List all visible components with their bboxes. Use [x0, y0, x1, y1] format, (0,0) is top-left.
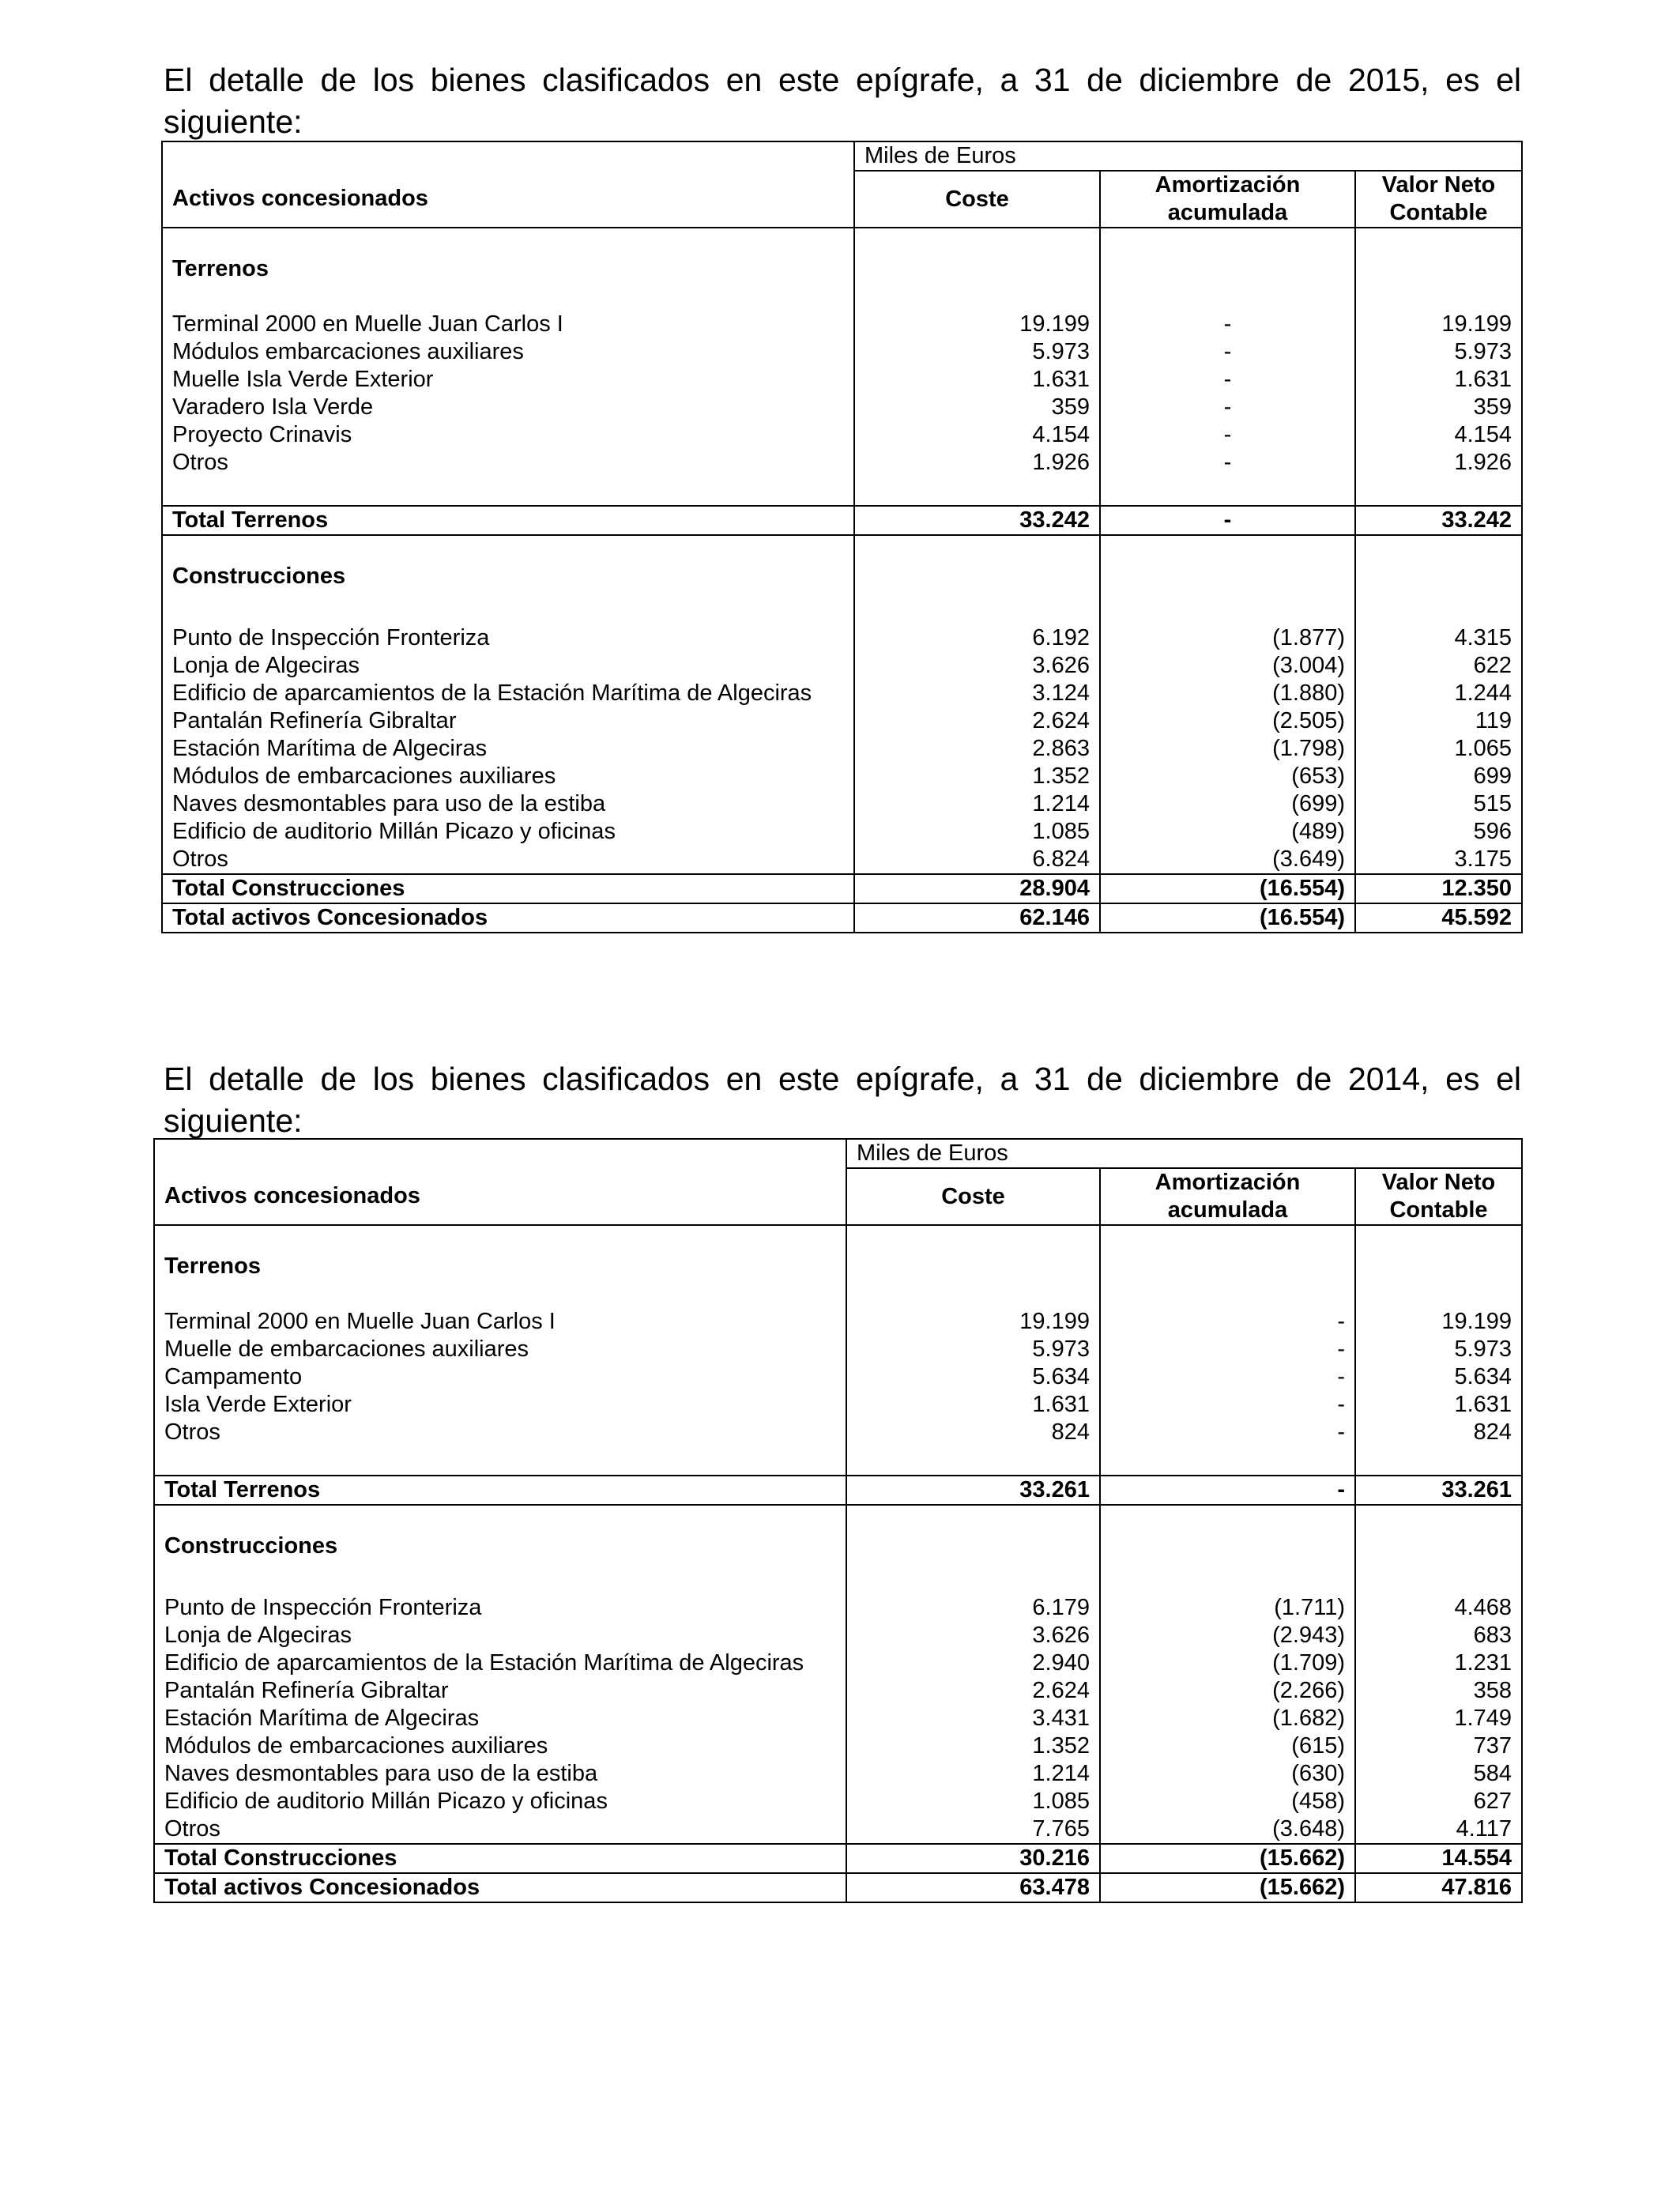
empty-cell: [846, 1294, 1100, 1308]
valor-neto-value: 627: [1355, 1788, 1522, 1815]
table-row: [154, 1677, 1522, 1705]
asset-name: Estación Marítima de Algeciras: [154, 1705, 846, 1732]
column-header-activos: Activos concesionados: [162, 141, 854, 228]
total-terrenos-row: [162, 506, 1522, 535]
asset-name: Naves desmontables para uso de la estiba: [162, 790, 854, 818]
valor-neto-value: 33.242: [1355, 506, 1522, 535]
amortizacion-value: (1.709): [1100, 1649, 1355, 1677]
asset-name: Punto de Inspección Fronteriza: [162, 624, 854, 652]
asset-name: Lonja de Algeciras: [162, 652, 854, 680]
coste-value: 33.261: [846, 1476, 1100, 1505]
empty-cell: [854, 228, 1100, 296]
amortizacion-value: -: [1100, 1336, 1355, 1363]
column-header-coste: Coste: [854, 171, 1100, 228]
amortizacion-value: (1.880): [1100, 680, 1355, 707]
amortizacion-value: (699): [1100, 790, 1355, 818]
asset-name: Edificio de aparcamientos de la Estación Marítima de Algeciras: [162, 680, 854, 707]
valor-neto-value: 1.244: [1355, 680, 1522, 707]
table-row: [162, 818, 1522, 846]
empty-cell: [1355, 296, 1522, 311]
coste-value: 30.216: [846, 1844, 1100, 1873]
spacer-row: [154, 1580, 1522, 1594]
coste-value: 5.973: [846, 1336, 1100, 1363]
coste-value: 1.631: [854, 366, 1100, 394]
empty-cell: [846, 1580, 1100, 1594]
amortizacion-value: (1.711): [1100, 1594, 1355, 1622]
amortizacion-value: -: [1100, 1419, 1355, 1446]
total-activos-row: [162, 903, 1522, 933]
amortizacion-value: (3.648): [1100, 1815, 1355, 1844]
empty-cell: [162, 296, 854, 311]
amortizacion-value: (3.004): [1100, 652, 1355, 680]
valor-neto-value: 4.154: [1355, 421, 1522, 449]
valor-neto-value: 358: [1355, 1677, 1522, 1705]
amortizacion-value: (2.266): [1100, 1677, 1355, 1705]
valor-neto-value: 12.350: [1355, 874, 1522, 903]
empty-cell: [854, 610, 1100, 624]
header-line: Amortización: [1155, 1170, 1301, 1195]
header-line: Valor Neto: [1381, 172, 1496, 198]
valor-neto-value: 1.231: [1355, 1649, 1522, 1677]
coste-value: 6.179: [846, 1594, 1100, 1622]
spacer-row: [154, 1294, 1522, 1308]
spacer-row: [162, 477, 1522, 506]
header-row-unit: [154, 1139, 1522, 1168]
coste-value: 6.192: [854, 624, 1100, 652]
asset-name: Campamento: [154, 1363, 846, 1391]
valor-neto-value: 14.554: [1355, 1844, 1522, 1873]
coste-value: 3.431: [846, 1705, 1100, 1732]
intro-paragraph-2015: El detalle de los bienes clasificados en este epígrafe, a 31 de diciembre de 2015, es el siguiente:: [164, 62, 1521, 140]
amortizacion-value: (2.505): [1100, 707, 1355, 735]
table-row: [154, 1594, 1522, 1622]
asset-name: Edificio de auditorio Millán Picazo y oficinas: [154, 1788, 846, 1815]
section-title: Construcciones: [154, 1505, 846, 1580]
empty-cell: [1100, 535, 1355, 610]
coste-value: 2.940: [846, 1649, 1100, 1677]
empty-cell: [1355, 535, 1522, 610]
asset-name: Muelle Isla Verde Exterior: [162, 366, 854, 394]
empty-cell: [846, 1225, 1100, 1294]
empty-cell: [1100, 1505, 1355, 1580]
asset-name: Naves desmontables para uso de la estiba: [154, 1760, 846, 1788]
coste-value: 33.242: [854, 506, 1100, 535]
table-row: [162, 846, 1522, 874]
amortizacion-value: -: [1100, 1308, 1355, 1336]
valor-neto-value: 737: [1355, 1732, 1522, 1760]
header-line: acumulada: [1167, 200, 1288, 225]
empty-cell: [1355, 1580, 1522, 1594]
empty-cell: [1355, 610, 1522, 624]
valor-neto-value: 824: [1355, 1419, 1522, 1446]
empty-cell: [1100, 1446, 1355, 1476]
empty-cell: [1355, 1505, 1522, 1580]
coste-value: 1.085: [854, 818, 1100, 846]
table-row: [162, 680, 1522, 707]
valor-neto-value: 19.199: [1355, 1308, 1522, 1336]
asset-name: Pantalán Refinería Gibraltar: [162, 707, 854, 735]
empty-cell: [1100, 477, 1355, 506]
asset-name: Total Construcciones: [162, 874, 854, 903]
amortizacion-value: (16.554): [1100, 874, 1355, 903]
asset-name: Total Terrenos: [154, 1476, 846, 1505]
asset-name: Muelle de embarcaciones auxiliares: [154, 1336, 846, 1363]
valor-neto-value: 4.315: [1355, 624, 1522, 652]
valor-neto-value: 1.065: [1355, 735, 1522, 763]
coste-value: 2.624: [854, 707, 1100, 735]
asset-name: Edificio de auditorio Millán Picazo y oficinas: [162, 818, 854, 846]
amortizacion-value: -: [1100, 311, 1355, 338]
coste-value: 62.146: [854, 903, 1100, 933]
asset-name: Módulos de embarcaciones auxiliares: [162, 763, 854, 790]
table-row: [154, 1622, 1522, 1649]
section-heading-construcciones: [154, 1505, 1522, 1580]
valor-neto-value: 19.199: [1355, 311, 1522, 338]
table-row: [154, 1363, 1522, 1391]
asset-name: Otros: [162, 846, 854, 874]
valor-neto-value: 359: [1355, 394, 1522, 421]
unit-label: Miles de Euros: [846, 1139, 1522, 1168]
coste-value: 2.624: [846, 1677, 1100, 1705]
amortizacion-value: (3.649): [1100, 846, 1355, 874]
empty-cell: [1355, 477, 1522, 506]
amortizacion-value: -: [1100, 338, 1355, 366]
amortizacion-value: (1.798): [1100, 735, 1355, 763]
coste-value: 1.352: [846, 1732, 1100, 1760]
empty-cell: [162, 477, 854, 506]
column-header-valor-neto: [1355, 1168, 1522, 1225]
coste-value: 3.124: [854, 680, 1100, 707]
valor-neto-value: 622: [1355, 652, 1522, 680]
assets-table-2015: [161, 141, 1523, 933]
column-header-activos: Activos concesionados: [154, 1139, 846, 1225]
coste-value: 359: [854, 394, 1100, 421]
asset-name: Proyecto Crinavis: [162, 421, 854, 449]
empty-cell: [1100, 296, 1355, 311]
asset-name: Edificio de aparcamientos de la Estación Marítima de Algeciras: [154, 1649, 846, 1677]
header-line: Amortización: [1155, 172, 1301, 198]
header-line: Contable: [1389, 1197, 1488, 1223]
valor-neto-value: 4.117: [1355, 1815, 1522, 1844]
header-row-unit: [162, 141, 1522, 171]
section-heading-terrenos: [162, 228, 1522, 296]
empty-cell: [154, 1580, 846, 1594]
valor-neto-value: 699: [1355, 763, 1522, 790]
spacer-row: [162, 296, 1522, 311]
table-row: [162, 449, 1522, 477]
table-row: [154, 1788, 1522, 1815]
table-row: [154, 1649, 1522, 1677]
table-row: [162, 366, 1522, 394]
amortizacion-value: (16.554): [1100, 903, 1355, 933]
empty-cell: [1100, 1580, 1355, 1594]
empty-cell: [1355, 228, 1522, 296]
section-title: Terrenos: [162, 228, 854, 296]
table-row: [162, 707, 1522, 735]
asset-name: Lonja de Algeciras: [154, 1622, 846, 1649]
empty-cell: [1355, 1225, 1522, 1294]
empty-cell: [154, 1294, 846, 1308]
valor-neto-value: 596: [1355, 818, 1522, 846]
table-row: [162, 735, 1522, 763]
empty-cell: [854, 535, 1100, 610]
amortizacion-value: -: [1100, 394, 1355, 421]
table-row: [154, 1308, 1522, 1336]
asset-name: Punto de Inspección Fronteriza: [154, 1594, 846, 1622]
unit-label: Miles de Euros: [854, 141, 1522, 171]
header-line: acumulada: [1167, 1197, 1288, 1223]
amortizacion-value: (630): [1100, 1760, 1355, 1788]
asset-name: Módulos de embarcaciones auxiliares: [154, 1732, 846, 1760]
total-construcciones-row: [162, 874, 1522, 903]
empty-cell: [1100, 1225, 1355, 1294]
asset-name: Total activos Concesionados: [162, 903, 854, 933]
valor-neto-value: 4.468: [1355, 1594, 1522, 1622]
valor-neto-value: 515: [1355, 790, 1522, 818]
amortizacion-value: (2.943): [1100, 1622, 1355, 1649]
coste-value: 3.626: [854, 652, 1100, 680]
asset-name: Pantalán Refinería Gibraltar: [154, 1677, 846, 1705]
valor-neto-value: 5.973: [1355, 338, 1522, 366]
asset-name: Terminal 2000 en Muelle Juan Carlos I: [162, 311, 854, 338]
coste-value: 4.154: [854, 421, 1100, 449]
column-header-amortizacion: [1100, 1168, 1355, 1225]
amortizacion-value: (615): [1100, 1732, 1355, 1760]
amortizacion-value: (15.662): [1100, 1873, 1355, 1902]
spacer-row: [162, 610, 1522, 624]
asset-name: Isla Verde Exterior: [154, 1391, 846, 1419]
section-heading-terrenos: [154, 1225, 1522, 1294]
coste-value: 1.631: [846, 1391, 1100, 1419]
section-heading-construcciones: [162, 535, 1522, 610]
amortizacion-value: (458): [1100, 1788, 1355, 1815]
table-row: [162, 394, 1522, 421]
empty-cell: [162, 610, 854, 624]
amortizacion-value: -: [1100, 1476, 1355, 1505]
amortizacion-value: -: [1100, 366, 1355, 394]
coste-value: 5.634: [846, 1363, 1100, 1391]
header-line: Valor Neto: [1381, 1170, 1496, 1195]
valor-neto-value: 45.592: [1355, 903, 1522, 933]
empty-cell: [1355, 1446, 1522, 1476]
valor-neto-value: 5.634: [1355, 1363, 1522, 1391]
valor-neto-value: 683: [1355, 1622, 1522, 1649]
coste-value: 28.904: [854, 874, 1100, 903]
coste-value: 6.824: [854, 846, 1100, 874]
valor-neto-value: 1.926: [1355, 449, 1522, 477]
valor-neto-value: 1.631: [1355, 1391, 1522, 1419]
coste-value: 3.626: [846, 1622, 1100, 1649]
valor-neto-value: 33.261: [1355, 1476, 1522, 1505]
coste-value: 1.352: [854, 763, 1100, 790]
valor-neto-value: 1.749: [1355, 1705, 1522, 1732]
amortizacion-value: (489): [1100, 818, 1355, 846]
asset-name: Otros: [154, 1815, 846, 1844]
coste-value: 1.214: [846, 1760, 1100, 1788]
valor-neto-value: 584: [1355, 1760, 1522, 1788]
coste-value: 1.214: [854, 790, 1100, 818]
asset-name: Otros: [154, 1419, 846, 1446]
empty-cell: [854, 477, 1100, 506]
empty-cell: [846, 1446, 1100, 1476]
amortizacion-value: -: [1100, 449, 1355, 477]
table-row: [154, 1815, 1522, 1844]
asset-name: Varadero Isla Verde: [162, 394, 854, 421]
asset-name: Otros: [162, 449, 854, 477]
coste-value: 2.863: [854, 735, 1100, 763]
asset-name: Terminal 2000 en Muelle Juan Carlos I: [154, 1308, 846, 1336]
valor-neto-value: 5.973: [1355, 1336, 1522, 1363]
table-row: [162, 790, 1522, 818]
header-line: Contable: [1389, 200, 1488, 225]
empty-cell: [854, 296, 1100, 311]
amortizacion-value: (15.662): [1100, 1844, 1355, 1873]
empty-cell: [1355, 1294, 1522, 1308]
table-row: [154, 1391, 1522, 1419]
column-header-valor-neto: [1355, 171, 1522, 228]
column-header-amortizacion: [1100, 171, 1355, 228]
table-row: [154, 1705, 1522, 1732]
amortizacion-value: -: [1100, 1391, 1355, 1419]
column-header-coste: Coste: [846, 1168, 1100, 1225]
coste-value: 7.765: [846, 1815, 1100, 1844]
asset-name: Total Construcciones: [154, 1844, 846, 1873]
amortizacion-value: -: [1100, 1363, 1355, 1391]
coste-value: 824: [846, 1419, 1100, 1446]
amortizacion-value: (1.682): [1100, 1705, 1355, 1732]
amortizacion-value: -: [1100, 421, 1355, 449]
table-row: [154, 1760, 1522, 1788]
spacer-row: [154, 1446, 1522, 1476]
amortizacion-value: -: [1100, 506, 1355, 535]
intro-paragraph-2014: El detalle de los bienes clasificados en este epígrafe, a 31 de diciembre de 2014, es el siguiente:: [164, 1061, 1521, 1139]
valor-neto-value: 3.175: [1355, 846, 1522, 874]
empty-cell: [846, 1505, 1100, 1580]
coste-value: 5.973: [854, 338, 1100, 366]
table-row: [162, 421, 1522, 449]
asset-name: Módulos embarcaciones auxiliares: [162, 338, 854, 366]
amortizacion-value: (653): [1100, 763, 1355, 790]
asset-name: Estación Marítima de Algeciras: [162, 735, 854, 763]
total-terrenos-row: [154, 1476, 1522, 1505]
asset-name: Total Terrenos: [162, 506, 854, 535]
table-row: [154, 1732, 1522, 1760]
section-title: Terrenos: [154, 1225, 846, 1294]
valor-neto-value: 119: [1355, 707, 1522, 735]
coste-value: 19.199: [854, 311, 1100, 338]
table-row: [154, 1419, 1522, 1446]
valor-neto-value: 1.631: [1355, 366, 1522, 394]
coste-value: 1.085: [846, 1788, 1100, 1815]
empty-cell: [1100, 228, 1355, 296]
section-title: Construcciones: [162, 535, 854, 610]
total-construcciones-row: [154, 1844, 1522, 1873]
table-row: [154, 1336, 1522, 1363]
total-activos-row: [154, 1873, 1522, 1902]
coste-value: 1.926: [854, 449, 1100, 477]
assets-table-2014: [153, 1138, 1523, 1903]
coste-value: 19.199: [846, 1308, 1100, 1336]
valor-neto-value: 47.816: [1355, 1873, 1522, 1902]
empty-cell: [1100, 610, 1355, 624]
table-row: [162, 624, 1522, 652]
table-row: [162, 763, 1522, 790]
table-row: [162, 652, 1522, 680]
table-row: [162, 338, 1522, 366]
empty-cell: [154, 1446, 846, 1476]
table-row: [162, 311, 1522, 338]
asset-name: Total activos Concesionados: [154, 1873, 846, 1902]
empty-cell: [1100, 1294, 1355, 1308]
coste-value: 63.478: [846, 1873, 1100, 1902]
amortizacion-value: (1.877): [1100, 624, 1355, 652]
